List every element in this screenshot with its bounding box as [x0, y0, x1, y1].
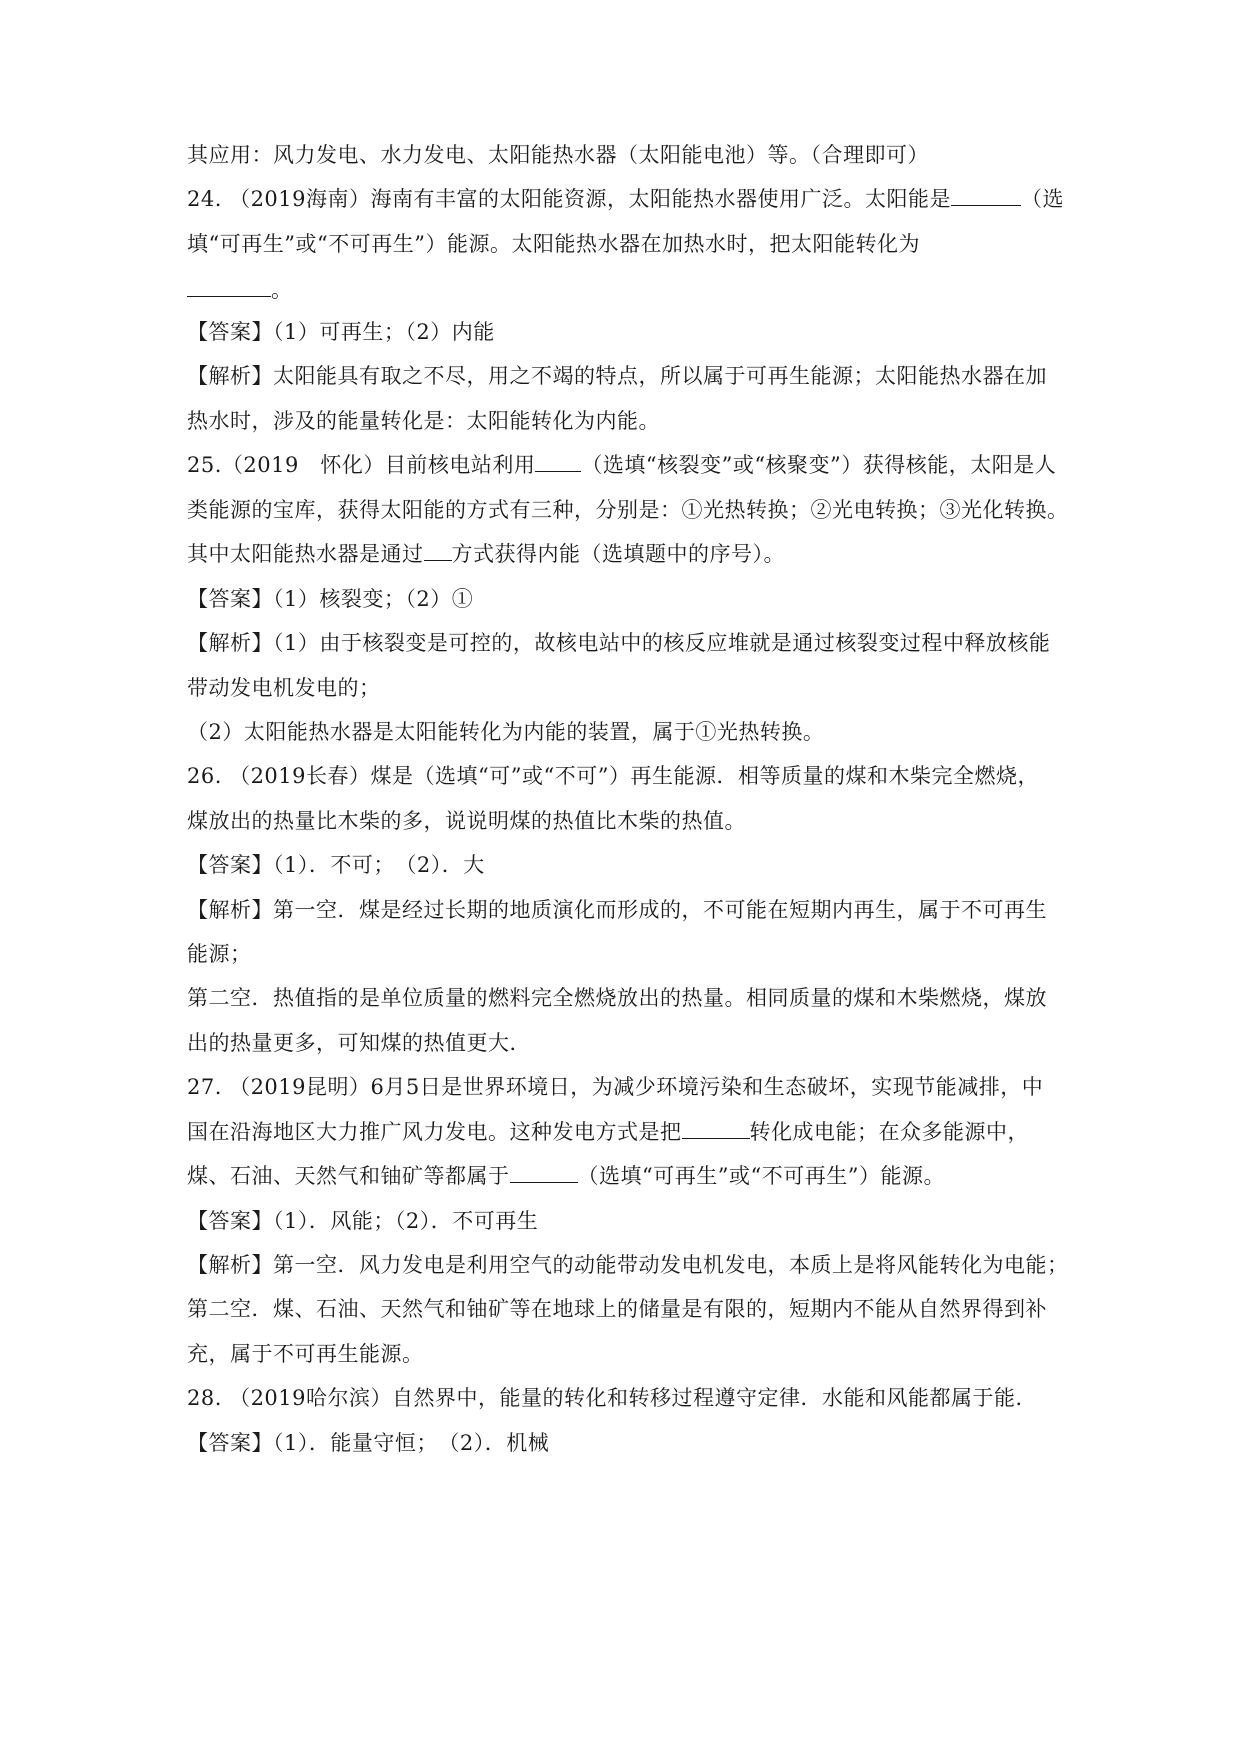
answer-blank[interactable]: [951, 187, 1021, 206]
question-26: 26. （2019长春）煤是（选填“可”或“不可”）再生能源．相等质量的煤和木柴完全燃烧，: [187, 764, 1039, 788]
text-line: 其中太阳能热水器是通过 方式获得内能（选填题中的序号）。: [187, 542, 785, 566]
answer-blank[interactable]: [510, 1164, 578, 1183]
text-line: 带动发电机发电的；: [187, 676, 381, 700]
text-line: 国在沿海地区大力推广风力发电。这种发电方式是把 转化成电能；在众多能源中，: [187, 1120, 1029, 1144]
analysis-line: 【解析】第一空．煤是经过长期的地质演化而形成的，不可能在短期内再生，属于不可再生: [187, 898, 1047, 922]
text-line: （2）太阳能热水器是太阳能转化为内能的装置，属于①光热转换。: [187, 720, 825, 744]
text-line: 出的热量更多，可知煤的热值更大．: [187, 1031, 531, 1055]
answer-blank[interactable]: [682, 1120, 750, 1139]
question-27: 27. （2019昆明）6月5日是世界环境日，为减少环境污染和生态破坏，实现节能减排，中: [187, 1075, 1044, 1099]
text-line: 能源；: [187, 942, 252, 966]
text-line: 。: [187, 276, 293, 304]
text-line: 填“可再生”或“不可再生”）能源。太阳能热水器在加热水时，把太阳能转化为: [187, 232, 920, 256]
analysis-line: 【解析】太阳能具有取之不尽，用之不竭的特点，所以属于可再生能源；太阳能热水器在加: [187, 364, 1047, 388]
question-24: 24. （2019海南）海南有丰富的太阳能资源，太阳能热水器使用广泛。太阳能是 （选: [187, 187, 1065, 211]
answer-line: 【答案】（1）可再生；（2）内能: [187, 320, 495, 344]
answer-line: 【答案】（1）核裂变；（2）①: [187, 587, 474, 611]
answer-line: 【答案】（1）．风能；（2）．不可再生: [187, 1209, 539, 1233]
text-line: 煤、石油、天然气和铀矿等都属于 （选填“可再生”或“不可再生”）能源。: [187, 1164, 945, 1188]
question-25: 25.（2019 怀化）目前核电站利用 （选填“核裂变”或“核聚变”）获得核能，太阳是人: [187, 453, 1057, 477]
text-line: 热水时，涉及的能量转化是：太阳能转化为内能。: [187, 409, 660, 433]
text-line: 第二空．热值指的是单位质量的燃料完全燃烧放出的热量。相同质量的煤和木柴燃烧，煤放: [187, 986, 1047, 1010]
text-line: 煤放出的热量比木柴的多，说说明煤的热值比木柴的热值。: [187, 809, 746, 833]
analysis-line: 【解析】（1）由于核裂变是可控的，故核电站中的核反应堆就是通过核裂变过程中释放核能: [187, 631, 1051, 655]
text-line: 其应用：风力发电、水力发电、太阳能热水器（太阳能电池）等。（合理即可）: [187, 143, 929, 167]
analysis-line: 【解析】第一空．风力发电是利用空气的动能带动发电机发电，本质上是将风能转化为电能；: [187, 1253, 1069, 1277]
answer-blank[interactable]: [424, 542, 452, 561]
answer-blank[interactable]: [187, 278, 271, 297]
answer-line: 【答案】（1）．能量守恒； （2）．机械: [187, 1431, 550, 1455]
text-line: 类能源的宝库，获得太阳能的方式有三种，分别是：①光热转换；②光电转换；③光化转换。: [187, 498, 1069, 522]
answer-blank[interactable]: [535, 453, 581, 472]
text-line: 第二空．煤、石油、天然气和铀矿等在地球上的储量是有限的，短期内不能从自然界得到补: [187, 1297, 1047, 1321]
question-28: 28. （2019哈尔滨）自然界中，能量的转化和转移过程遵守定律．水能和风能都属于能．: [187, 1386, 1038, 1410]
answer-line: 【答案】（1）．不可； （2）．大: [187, 853, 485, 877]
text-line: 充，属于不可再生能源。: [187, 1342, 424, 1366]
